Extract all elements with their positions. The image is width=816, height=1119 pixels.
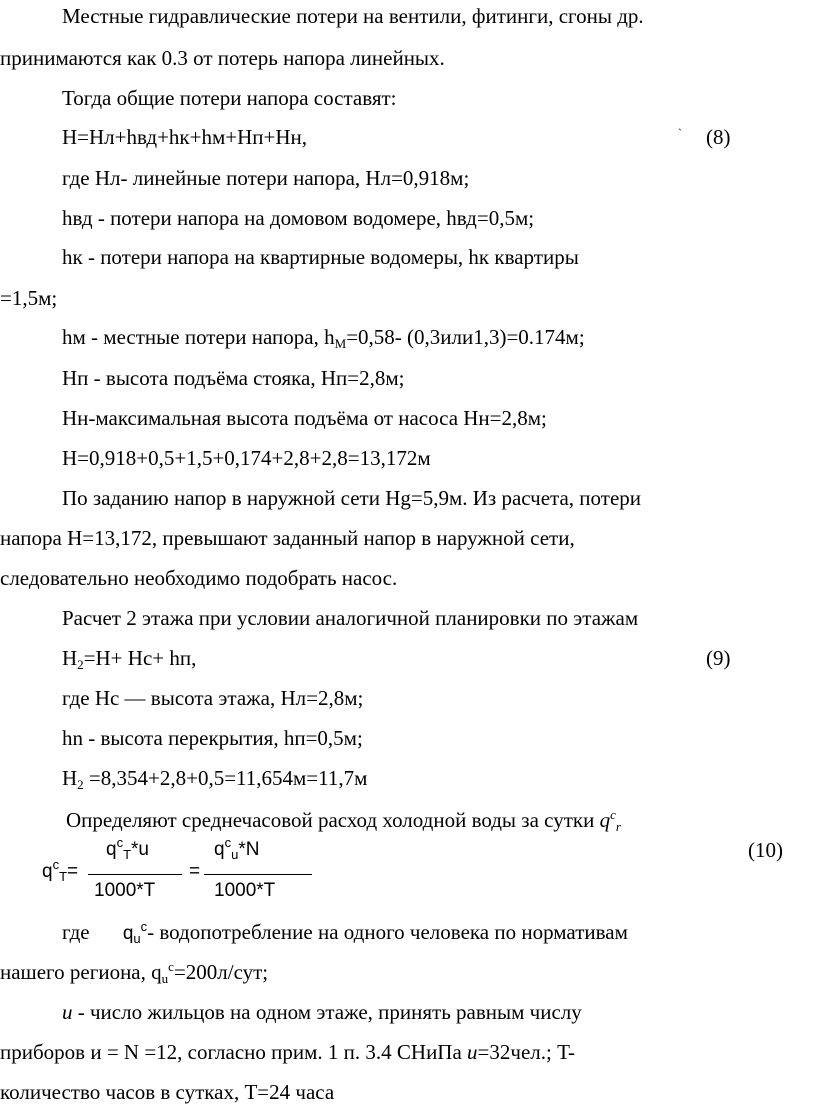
text-run: q — [106, 839, 117, 860]
text-run: H — [62, 766, 78, 790]
paragraph-line: где Нл- линейные потери напора, Нл=0,918м; — [62, 166, 470, 190]
paragraph-line: По заданию напор в наружной сети Hg=5,9м. Из расчета, потери — [62, 486, 642, 510]
paragraph-line: напора H=13,172, превышают заданный напор в наружной сети, — [0, 526, 575, 550]
text-run: q — [42, 861, 53, 882]
equals-sign: = — [67, 861, 79, 882]
paragraph-line: Тогда общие потери напора составят: — [62, 86, 397, 110]
equation-number-8: (8) — [706, 125, 731, 149]
paragraph-line: количество часов в сутках, T=24 часа — [0, 1080, 335, 1104]
formula-line: H=0,918+0,5+1,5+0,174+2,8+2,8=13,172м — [62, 446, 431, 470]
superscript: c — [168, 959, 174, 974]
text-run: *N — [238, 839, 260, 860]
equation-number-10: (10) — [748, 838, 783, 862]
text-run: приборов и = N =12, согласно прим. 1 п. 3.4 СНиПа — [0, 1040, 468, 1064]
equation-10-lhs — [42, 857, 79, 884]
formula-line — [62, 766, 368, 792]
variable-q: q — [599, 808, 611, 832]
text-run: где — [62, 920, 95, 944]
paragraph-line: hк - потери напора на квартирные водомеры, hк квартиры — [62, 245, 579, 269]
paragraph-line: принимаются как 0.3 от потерь напора линейных. — [0, 46, 445, 70]
fraction-1-bar — [88, 874, 182, 875]
stray-mark: ` — [678, 126, 682, 140]
paragraph-line — [0, 959, 269, 986]
text-run: Определяют среднечасовой расход холодной воды за сутки — [66, 808, 600, 832]
subscript: М — [334, 336, 347, 351]
text-run: q — [214, 839, 225, 860]
paragraph-line: следовательно необходимо подобрать насос. — [0, 566, 398, 590]
paragraph-line: hвд - потери напора на домовом водомере, hвд=0,5м; — [62, 206, 535, 230]
subscript: 2 — [77, 657, 84, 672]
paragraph-line — [66, 807, 621, 834]
fraction-1-numerator — [106, 835, 149, 862]
paragraph-line — [62, 325, 585, 351]
fraction-2-numerator — [214, 835, 260, 862]
subscript: T — [59, 869, 68, 884]
superscript: c — [140, 919, 148, 934]
text-run: =0,58- (0,3или1,3)=0.174м; — [346, 325, 585, 349]
text-run: - число жильцов на одном этаже, принять равным числу — [72, 1000, 582, 1024]
paragraph-line: Нн-максимальная высота подъёма от насоса Нн=2,8м; — [62, 406, 547, 430]
subscript: T — [123, 847, 132, 862]
text-run: hм - местные потери напора, h — [62, 325, 335, 349]
superscript: c — [52, 857, 60, 872]
subscript: u — [133, 931, 141, 946]
paragraph-line: Местные гидравлические потери на вентили, фитинги, сгоны др. — [62, 4, 644, 28]
text-run: =32чел.; T- — [477, 1040, 575, 1064]
paragraph-line: Нп - высота подъёма стояка, Нп=2,8м; — [62, 366, 405, 390]
fraction-2-bar — [204, 874, 312, 875]
subscript: 2 — [77, 777, 84, 792]
paragraph-line — [62, 1002, 582, 1023]
subscript: u — [161, 971, 169, 986]
superscript: c — [116, 835, 124, 850]
fraction-1-denominator: 1000*T — [94, 880, 156, 901]
text-run: - водопотребление на одного человека по нормативам — [147, 920, 628, 944]
equals-sign: = — [189, 861, 201, 882]
subscript: u — [231, 847, 239, 862]
superscript: c — [610, 807, 616, 822]
text-run: H — [62, 646, 78, 670]
text-run: =200л/сут; — [173, 960, 269, 984]
paragraph-line — [62, 919, 628, 946]
paragraph-line: hn - высота перекрытия, hп=0,5м; — [62, 726, 363, 750]
variable-u: u — [62, 1000, 73, 1024]
paragraph-line: где Нс — высота этажа, Нл=2,8м; — [62, 686, 364, 710]
variable-u: u — [467, 1040, 478, 1064]
paragraph-line — [0, 1042, 575, 1063]
paragraph-line: =1,5м; — [0, 286, 58, 310]
variable-q: q — [122, 923, 134, 944]
text-run: *u — [131, 839, 149, 860]
text-run: =H+ Hc+ hп, — [83, 646, 197, 670]
equation-number-9: (9) — [706, 646, 731, 670]
text-run: =8,354+2,8+0,5=11,654м=11,7м — [83, 766, 368, 790]
equation-8: H=Hл+hвд+hк+hм+Hп+Hн, — [62, 125, 307, 149]
fraction-2-denominator: 1000*T — [214, 880, 276, 901]
subscript: r — [615, 819, 621, 834]
equation-9 — [62, 646, 197, 672]
paragraph-line: Расчет 2 этажа при условии аналогичной планировки по этажам — [62, 606, 639, 630]
superscript: c — [224, 835, 232, 850]
text-run: нашего региона, q — [0, 960, 162, 984]
